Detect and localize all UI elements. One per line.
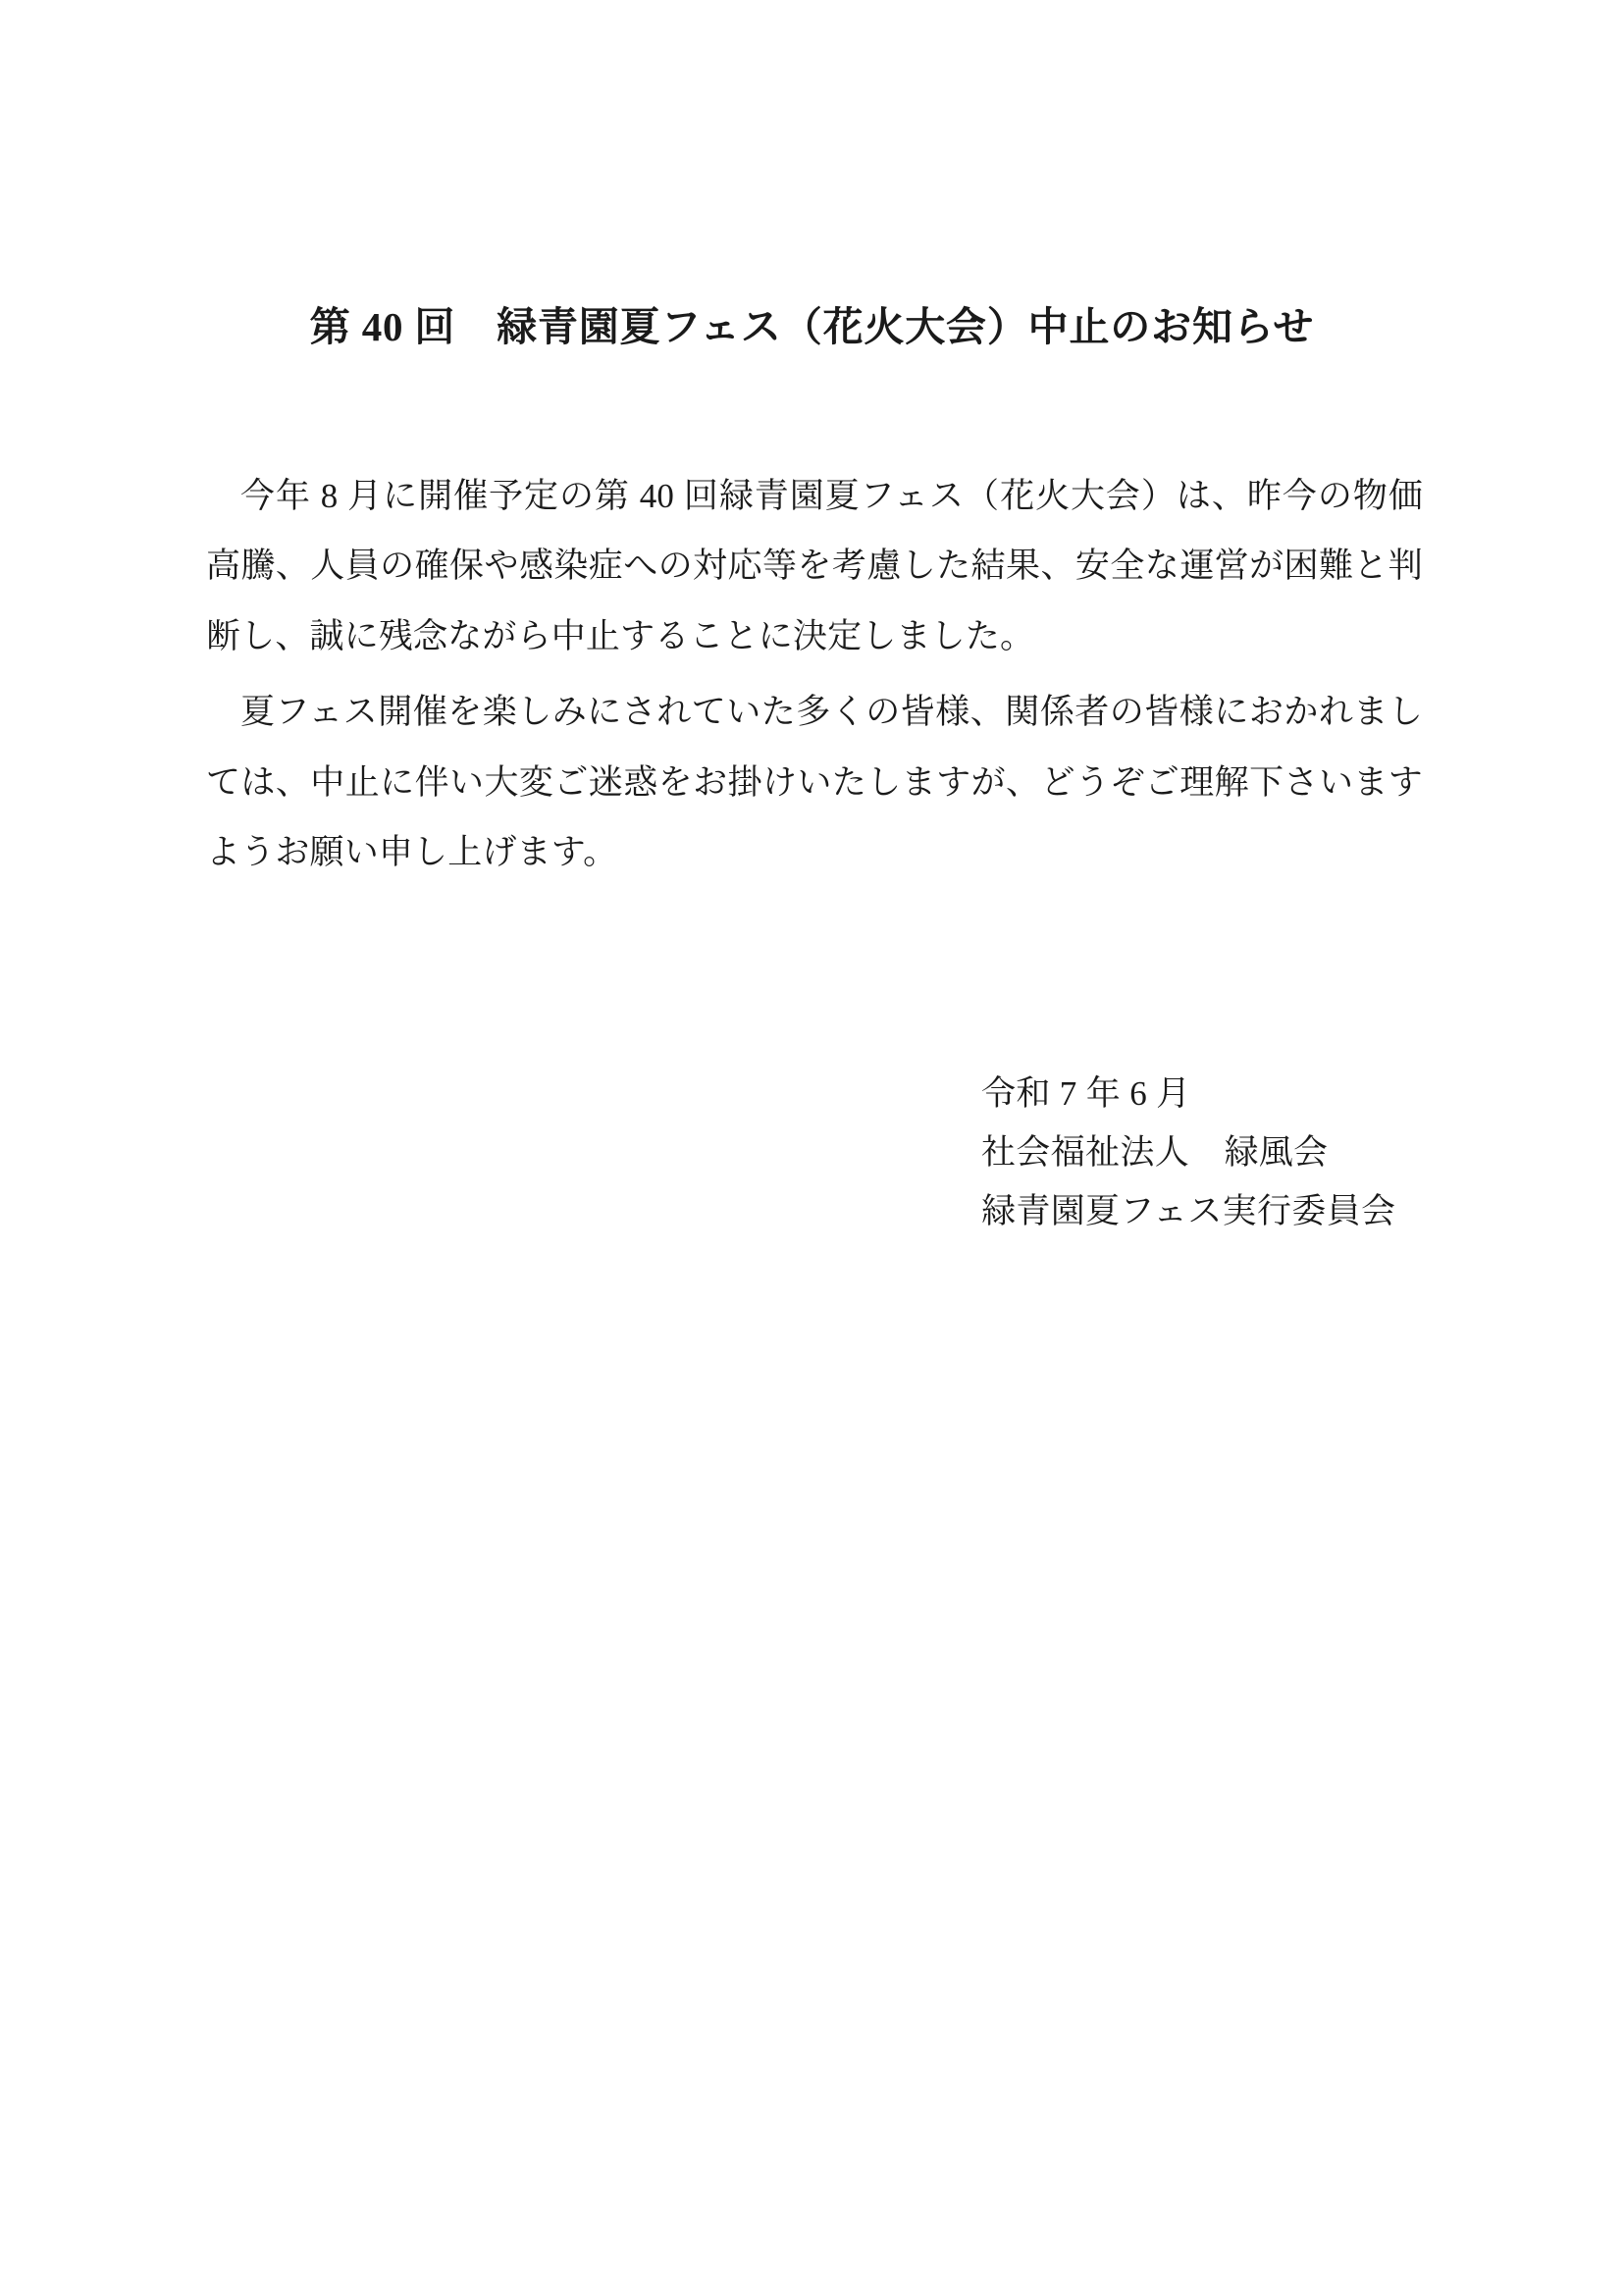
signature-block <box>981 1065 1492 1242</box>
body-paragraph-2: 夏フェス開催を楽しみにされていた多くの皆様、関係者の皆様におかれましては、中止に伴い大変ご迷惑をお掛けいたしますが、どうぞご理解下さいますようお願い申し上げます。 <box>206 693 1423 871</box>
document-body <box>206 461 1423 887</box>
signature-date: 令和 7 年 6 月 <box>981 1074 1191 1113</box>
body-paragraph-1: 今年 8 月に開催予定の第 40 回緑青園夏フェス（花火大会）は、昨今の物価高騰、人員の確保や感染症への対応等を考慮した結果、安全な運営が困難と判断し、誠に残念ながら中止することに決定しました。 <box>206 477 1423 655</box>
signature-organization: 社会福祉法人 緑風会 <box>981 1133 1329 1173</box>
signature-committee: 緑青園夏フェス実行委員会 <box>981 1192 1396 1231</box>
page-title: 第 40 回 緑青園夏フェス（花火大会）中止のお知らせ <box>309 304 1315 350</box>
